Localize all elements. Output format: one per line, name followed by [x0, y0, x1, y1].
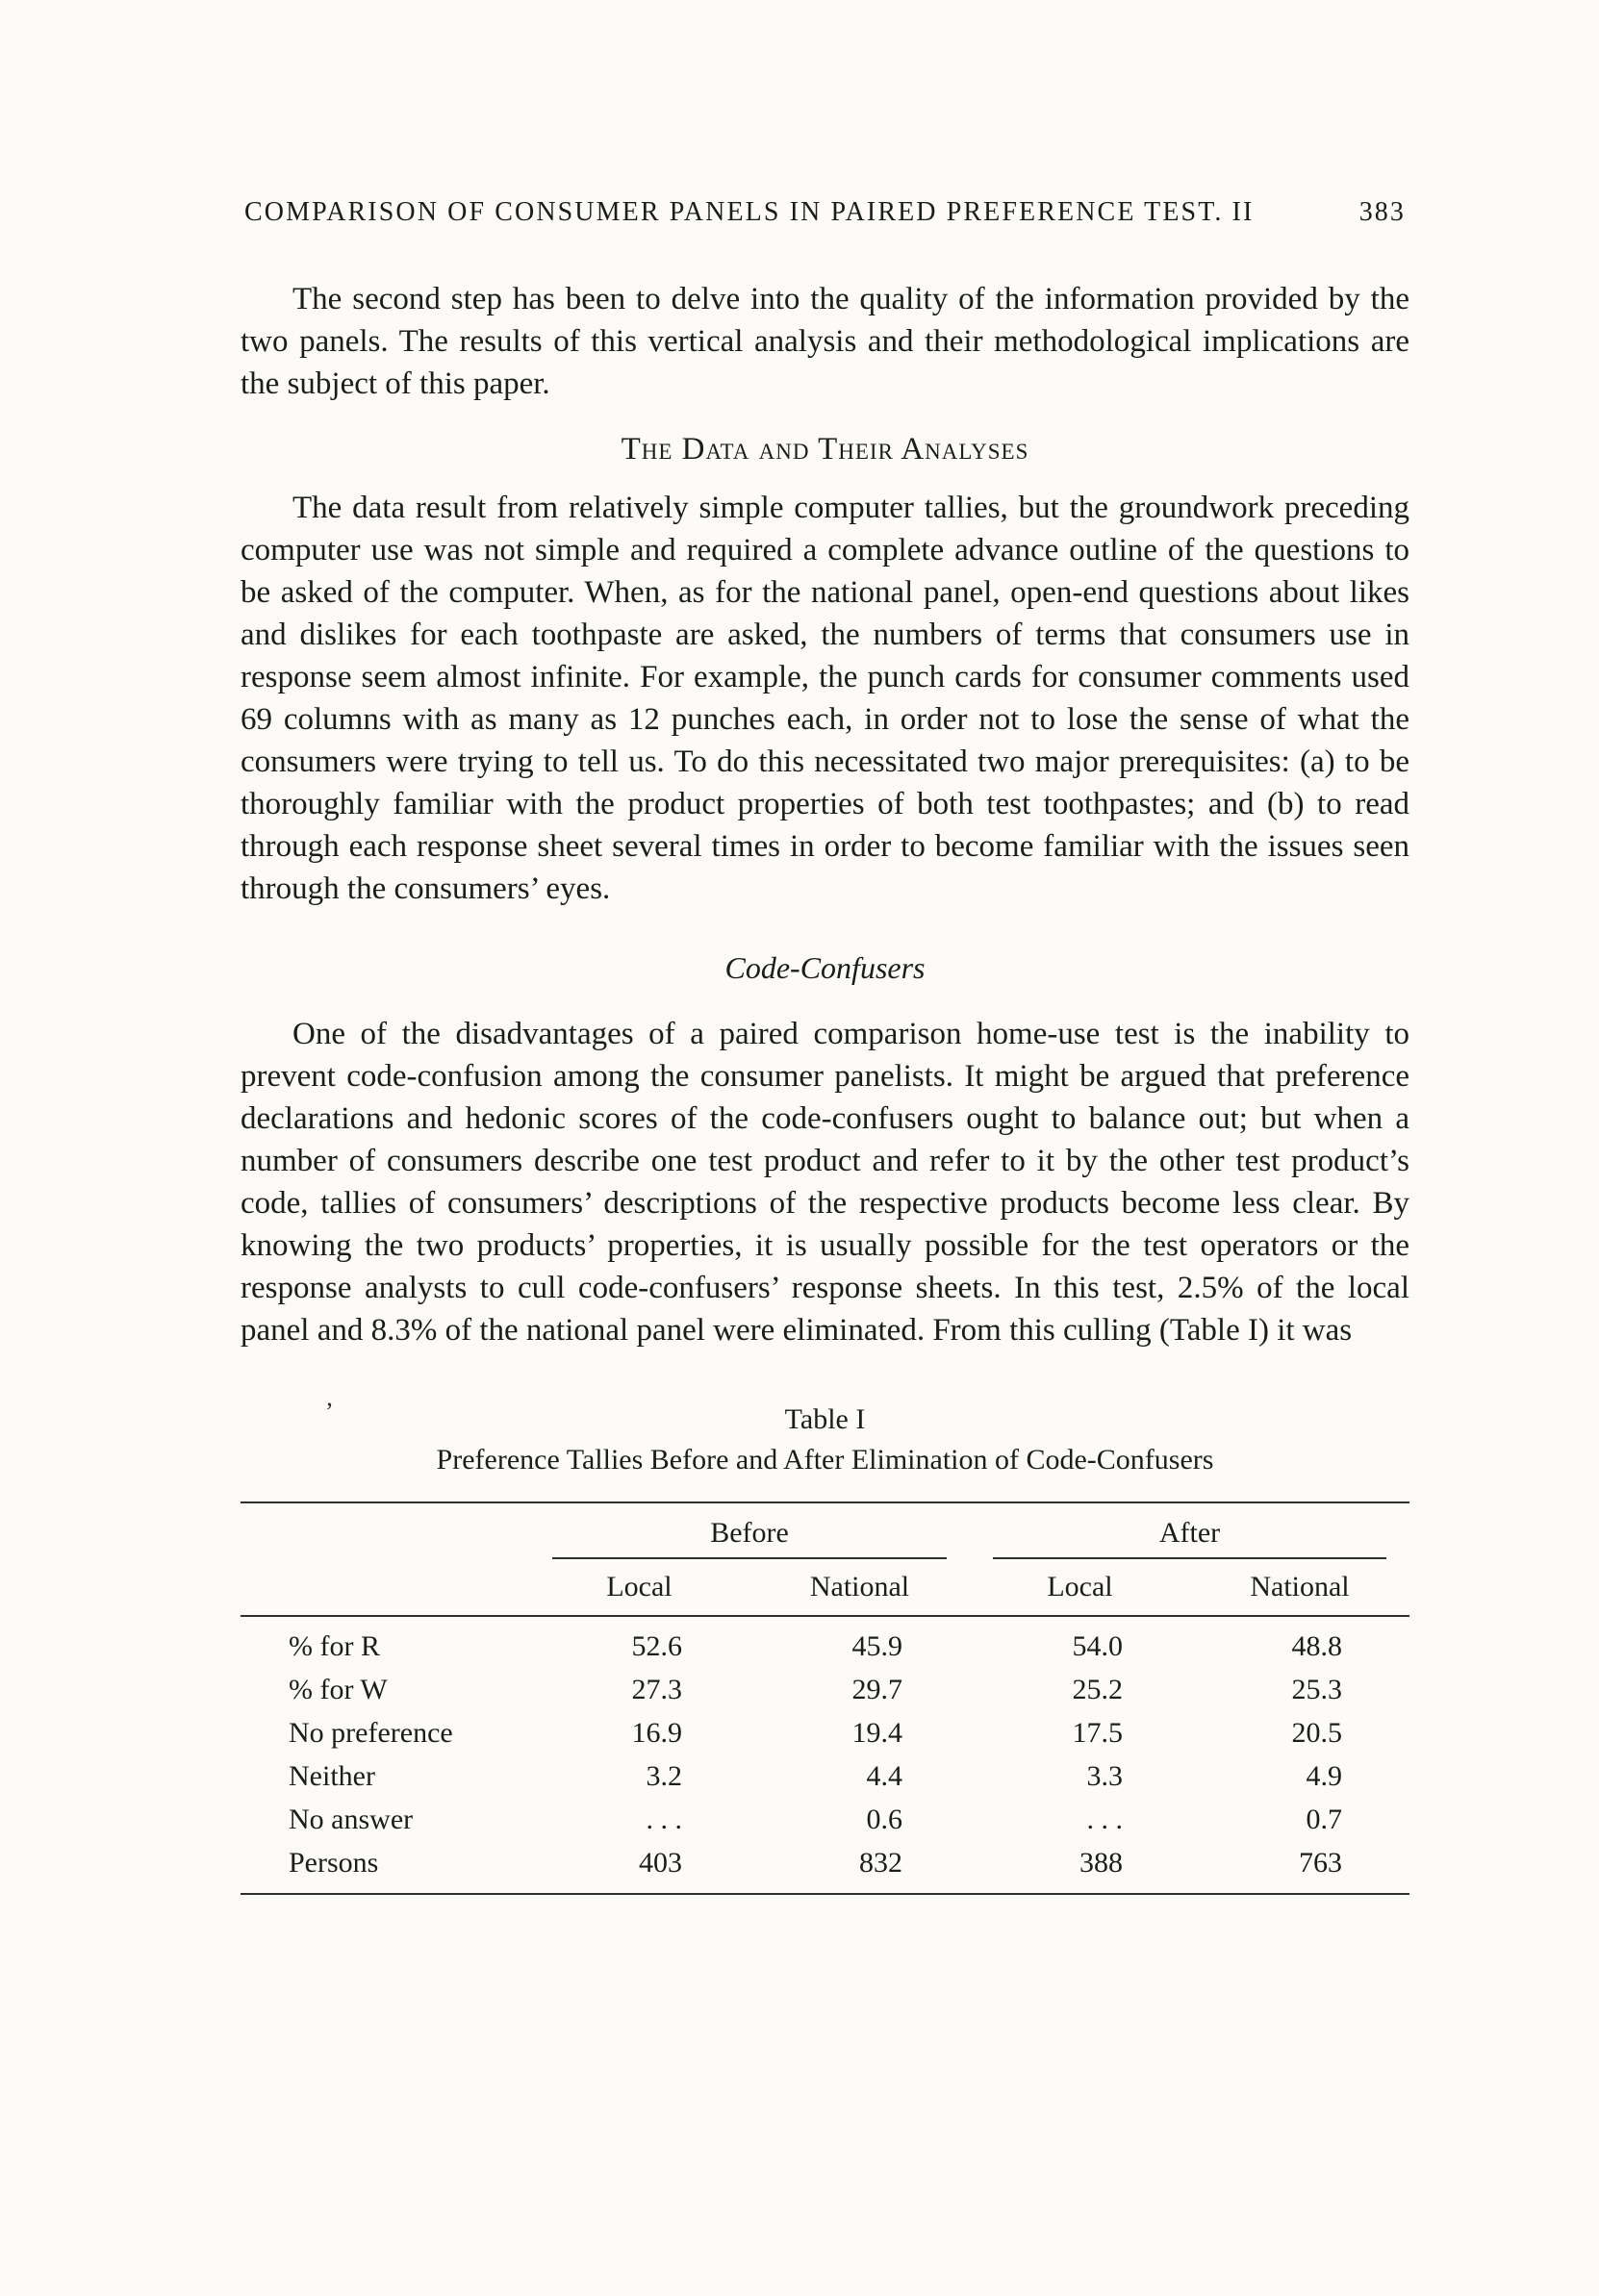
stray-ink-mark: ’ — [325, 1398, 334, 1426]
paragraph-intro: The second step has been to delve into the quality of the information provided by the two panels. The results of this vertical analysis and their methodological implications are the subject of this paper. — [241, 282, 1409, 401]
table-cell: 388 — [970, 1841, 1190, 1894]
table-1-block — [241, 1398, 1409, 1895]
table-cell: 832 — [749, 1841, 970, 1894]
section-heading-data-analyses: The Data and Their Analyses — [621, 432, 1029, 467]
col-header-after-national: National — [1190, 1559, 1409, 1616]
table-row-no-answer — [241, 1798, 1409, 1841]
col-header-before-local: Local — [529, 1559, 749, 1616]
table-cell: 0.7 — [1306, 1804, 1342, 1835]
table-row-no-preference — [241, 1711, 1409, 1754]
row-label: % for W — [289, 1674, 388, 1705]
col-header-after-local: Local — [970, 1559, 1190, 1616]
table-subheader-empty-cell — [241, 1559, 529, 1616]
table-cell: 45.9 — [851, 1630, 902, 1662]
table-row-persons — [241, 1841, 1409, 1894]
col-header-before-national: National — [749, 1559, 970, 1616]
table-cell: 19.4 — [851, 1717, 902, 1749]
table-subheader-row — [241, 1559, 1409, 1616]
table-cell: 25.2 — [1072, 1674, 1123, 1705]
table-title: Table I — [784, 1403, 866, 1435]
paragraph-code-confusers: One of the disadvantages of a paired comparison home-use test is the inability to prevent code-confusion among the consumer panelists. It might be argued that preference declarations and hedonic scores of the code-confusers ought to balance out; but when a number of consumers describe one test product and refer to it by the other test product’s code, tallies of consumers’ descriptions of the respective products become less clear. By knowing the two products’ properties, it is usually possible for the test operators or the response analysts to cull code-confusers’ response sheets. In this test, 2.5% of the local panel and 8.3% of the national panel were eliminated. From this culling (Table I) it was — [241, 1017, 1409, 1348]
preference-table — [241, 1501, 1409, 1895]
running-head — [241, 197, 1409, 228]
paragraph-data-analyses: The data result from relatively simple computer tallies, but the groundwork preceding computer use was not simple and required a complete advance outline of the questions to be asked of the computer. When, as for the national panel, open-end questions about likes and dislikes for each toothpaste are asked, the numbers of terms that consumers use in response seem almost infinite. For example, the punch cards for consumer comments used 69 columns with as many as 12 punches each, in order not to lose the sense of what the consumers were trying to tell us. To do this necessitated two major prerequisites: (a) to be thoroughly familiar with the product properties of both test toothpastes; and (b) to read through each response sheet several times in order to become familiar with the issues seen through the consumers’ eyes. — [241, 491, 1409, 906]
table-cell: 29.7 — [851, 1674, 902, 1705]
table-cell: 25.3 — [1291, 1674, 1342, 1705]
table-caption: Preference Tallies Before and After Elimination of Code-Confusers — [436, 1444, 1214, 1476]
table-cell: 4.9 — [1306, 1760, 1342, 1792]
table-row-neither — [241, 1754, 1409, 1798]
table-cell: 27.3 — [631, 1674, 682, 1705]
table-cell: 48.8 — [1291, 1630, 1342, 1662]
table-cell: 3.2 — [646, 1760, 682, 1792]
col-group-after-label: After — [993, 1517, 1386, 1559]
table-corner-cell — [241, 1502, 529, 1559]
table-row-percent-r — [241, 1616, 1409, 1668]
table-cell: . . . — [1086, 1804, 1123, 1835]
table-group-header-row — [241, 1502, 1409, 1559]
col-group-before — [529, 1502, 970, 1559]
table-row-percent-w — [241, 1668, 1409, 1711]
table-cell: 52.6 — [631, 1630, 682, 1662]
page-content — [241, 197, 1409, 1895]
table-cell: 0.6 — [866, 1804, 902, 1835]
row-label: Neither — [289, 1760, 375, 1792]
section-heading-code-confusers: Code-Confusers — [724, 950, 926, 985]
col-group-after — [970, 1502, 1409, 1559]
table-cell: 4.4 — [866, 1760, 902, 1792]
table-cell: 20.5 — [1291, 1717, 1342, 1749]
table-cell: 17.5 — [1072, 1717, 1123, 1749]
row-label: No answer — [289, 1804, 414, 1835]
table-cell: 16.9 — [631, 1717, 682, 1749]
row-label: Persons — [241, 1841, 529, 1894]
running-head-title: COMPARISON OF CONSUMER PANELS IN PAIRED PREFERENCE TEST. II — [244, 197, 1255, 227]
page-number: 383 — [1358, 197, 1406, 227]
table-cell: 403 — [529, 1841, 749, 1894]
table-cell: 763 — [1190, 1841, 1409, 1894]
table-cell: . . . — [646, 1804, 682, 1835]
row-label: No preference — [289, 1717, 453, 1749]
col-group-before-label: Before — [552, 1517, 947, 1559]
row-label: % for R — [289, 1630, 380, 1662]
table-cell: 54.0 — [1072, 1630, 1123, 1662]
table-cell: 3.3 — [1086, 1760, 1123, 1792]
